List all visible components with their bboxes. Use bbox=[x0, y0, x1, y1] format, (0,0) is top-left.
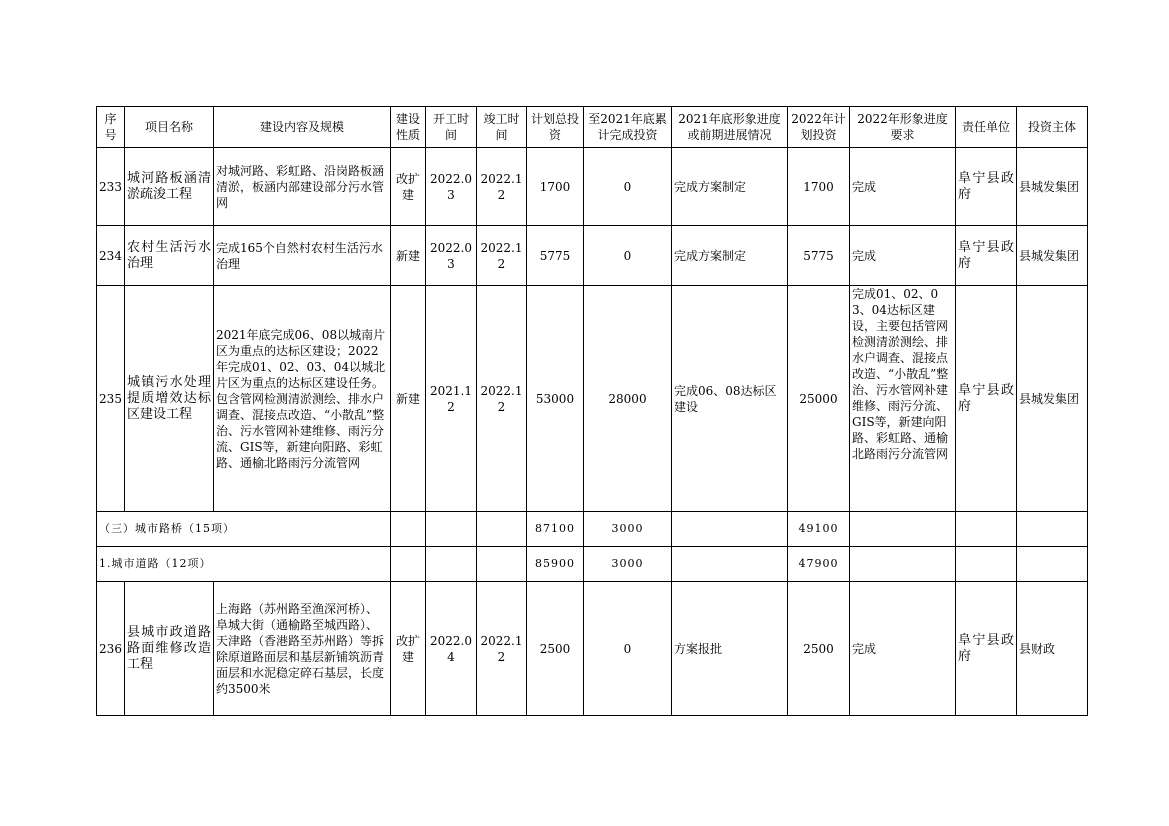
cell-resp: 阜宁县政府 bbox=[956, 582, 1017, 716]
cell-plan-2022: 5775 bbox=[788, 226, 850, 286]
cell-start: 2021.12 bbox=[426, 286, 477, 512]
cell-start: 2022.04 bbox=[426, 582, 477, 716]
section-label: （三）城市路桥（15项） bbox=[97, 512, 391, 547]
header-plan-2022: 2022年计划投资 bbox=[788, 107, 850, 148]
project-table bbox=[96, 106, 1088, 716]
section-row bbox=[97, 512, 1088, 547]
header-progress-2021: 2021年底形象进度或前期进展情况 bbox=[672, 107, 788, 148]
section-plan-2022: 49100 bbox=[788, 512, 850, 547]
cell-name: 农村生活污水治理 bbox=[125, 226, 214, 286]
cell-seq: 234 bbox=[97, 226, 125, 286]
cell-seq: 235 bbox=[97, 286, 125, 512]
cell-plan-2022: 2500 bbox=[788, 582, 850, 716]
cell-resp: 阜宁县政府 bbox=[956, 286, 1017, 512]
subsection-plan-2022: 47900 bbox=[788, 547, 850, 582]
header-nature: 建设性质 bbox=[391, 107, 426, 148]
header-investor: 投资主体 bbox=[1017, 107, 1088, 148]
cell-resp: 阜宁县政府 bbox=[956, 148, 1017, 226]
cell-nature: 改扩建 bbox=[391, 148, 426, 226]
table-row bbox=[97, 286, 1088, 512]
subsection-label: 1.城市道路（12项） bbox=[97, 547, 391, 582]
cell-start: 2022.03 bbox=[426, 148, 477, 226]
cell-content: 上海路（苏州路至渔深河桥）、阜城大街（通榆路至城西路）、天津路（香港路至苏州路）等拆除原道路面层和基层新铺筑沥青面层和水泥稳定碎石基层，长度约3500米 bbox=[214, 582, 391, 716]
cell-content: 2021年底完成06、08以城南片区为重点的达标区建设；2022年完成01、02、03、04以城北片区为重点的达标区建设任务。包含管网检测清淤测绘、排水户调查、混接点改造、“小散乱”整治、污水管网补建维修、雨污分流、GIS等，新建向阳路、彩虹路、通榆北路雨污分流管网 bbox=[214, 286, 391, 512]
cell-req-2022: 完成 bbox=[850, 226, 956, 286]
header-plan-total: 计划总投资 bbox=[527, 107, 584, 148]
cell-seq: 233 bbox=[97, 148, 125, 226]
cell-plan-total: 5775 bbox=[527, 226, 584, 286]
cell-req-2022: 完成 bbox=[850, 148, 956, 226]
cell-resp: 阜宁县政府 bbox=[956, 226, 1017, 286]
cell-end: 2022.12 bbox=[477, 226, 527, 286]
cell-end: 2022.12 bbox=[477, 148, 527, 226]
cell-plan-total: 2500 bbox=[527, 582, 584, 716]
header-resp: 责任单位 bbox=[956, 107, 1017, 148]
cell-end: 2022.12 bbox=[477, 286, 527, 512]
section-cum-2021: 3000 bbox=[584, 512, 672, 547]
header-row bbox=[97, 107, 1088, 148]
cell-name: 县城市政道路路面维修改造工程 bbox=[125, 582, 214, 716]
header-content: 建设内容及规模 bbox=[214, 107, 391, 148]
header-name: 项目名称 bbox=[125, 107, 214, 148]
cell-name: 城镇污水处理提质增效达标区建设工程 bbox=[125, 286, 214, 512]
cell-nature: 新建 bbox=[391, 226, 426, 286]
cell-investor: 县财政 bbox=[1017, 582, 1088, 716]
header-end: 竣工时间 bbox=[477, 107, 527, 148]
subsection-plan-total: 85900 bbox=[527, 547, 584, 582]
cell-cum-2021: 0 bbox=[584, 226, 672, 286]
cell-investor: 县城发集团 bbox=[1017, 226, 1088, 286]
cell-plan-2022: 25000 bbox=[788, 286, 850, 512]
cell-progress-2021: 完成方案制定 bbox=[672, 226, 788, 286]
header-seq: 序号 bbox=[97, 107, 125, 148]
cell-progress-2021: 方案报批 bbox=[672, 582, 788, 716]
table-row bbox=[97, 226, 1088, 286]
cell-cum-2021: 0 bbox=[584, 148, 672, 226]
cell-req-2022: 完成 bbox=[850, 582, 956, 716]
cell-content: 完成165个自然村农村生活污水治理 bbox=[214, 226, 391, 286]
cell-cum-2021: 0 bbox=[584, 582, 672, 716]
cell-name: 城河路板涵清淤疏浚工程 bbox=[125, 148, 214, 226]
cell-progress-2021: 完成06、08达标区建设 bbox=[672, 286, 788, 512]
cell-cum-2021: 28000 bbox=[584, 286, 672, 512]
cell-progress-2021: 完成方案制定 bbox=[672, 148, 788, 226]
cell-plan-total: 1700 bbox=[527, 148, 584, 226]
cell-seq: 236 bbox=[97, 582, 125, 716]
cell-investor: 县城发集团 bbox=[1017, 148, 1088, 226]
header-cum-2021: 至2021年底累计完成投资 bbox=[584, 107, 672, 148]
subsection-cum-2021: 3000 bbox=[584, 547, 672, 582]
cell-req-2022: 完成01、02、03、04达标区建设，主要包括管网检测清淤测绘、排水户调查、混接点改造、“小散乱”整治、污水管网补建维修、雨污分流、GIS等，新建向阳路、彩虹路、通榆北路雨污分流管网 bbox=[850, 286, 956, 512]
cell-plan-2022: 1700 bbox=[788, 148, 850, 226]
cell-nature: 新建 bbox=[391, 286, 426, 512]
table-row bbox=[97, 148, 1088, 226]
cell-start: 2022.03 bbox=[426, 226, 477, 286]
header-req-2022: 2022年形象进度要求 bbox=[850, 107, 956, 148]
cell-investor: 县城发集团 bbox=[1017, 286, 1088, 512]
table-row bbox=[97, 582, 1088, 716]
cell-content: 对城河路、彩虹路、沿岗路板涵清淤，板涵内部建设部分污水管网 bbox=[214, 148, 391, 226]
cell-plan-total: 53000 bbox=[527, 286, 584, 512]
subsection-row bbox=[97, 547, 1088, 582]
cell-end: 2022.12 bbox=[477, 582, 527, 716]
cell-nature: 改扩建 bbox=[391, 582, 426, 716]
header-start: 开工时间 bbox=[426, 107, 477, 148]
section-plan-total: 87100 bbox=[527, 512, 584, 547]
